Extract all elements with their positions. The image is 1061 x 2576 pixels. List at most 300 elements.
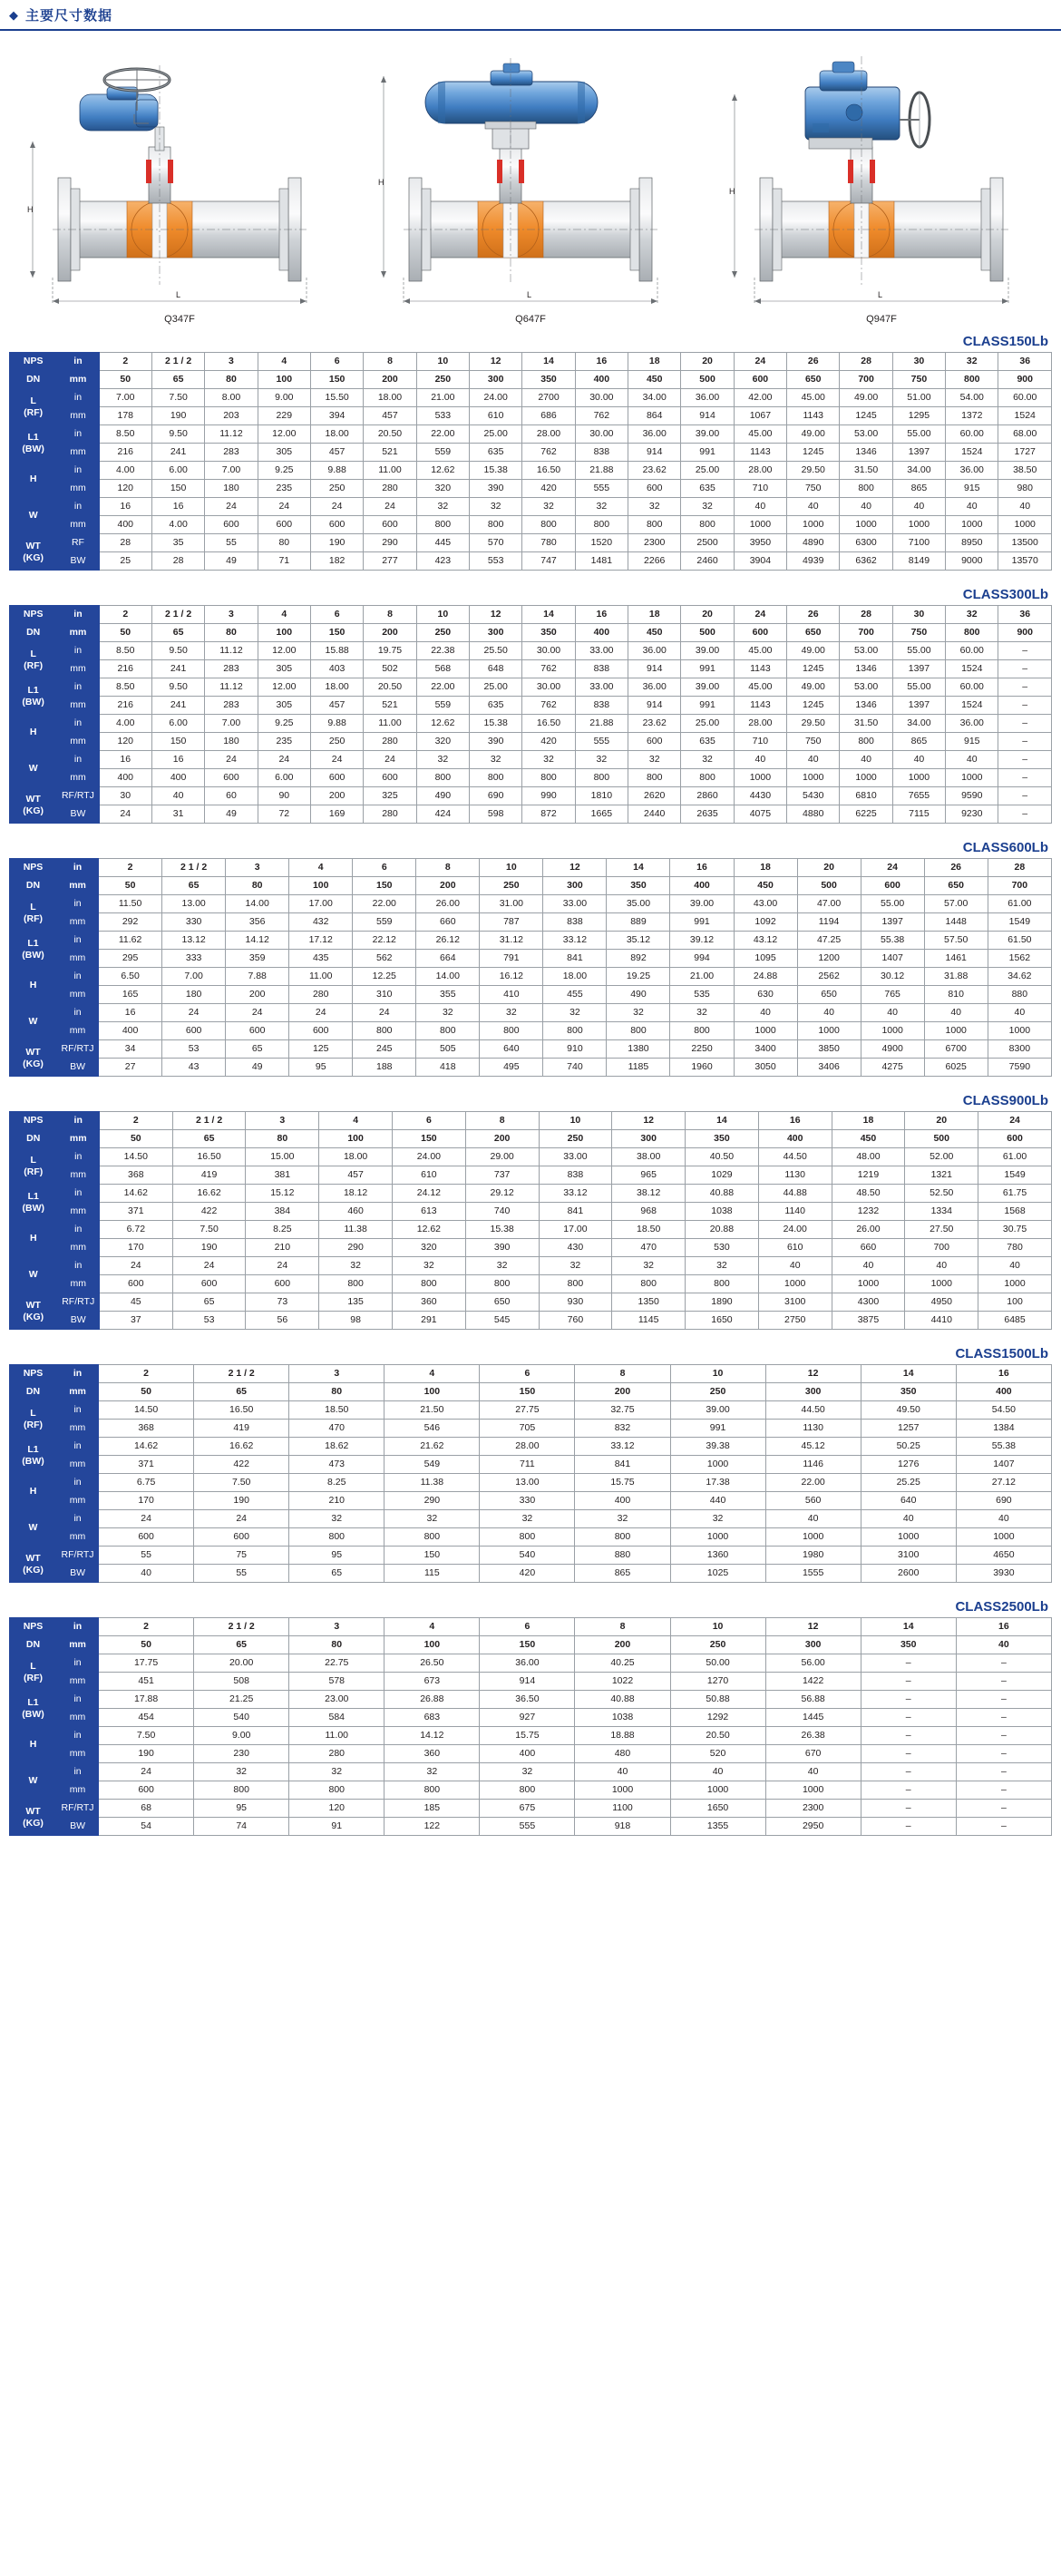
table-cell: 24.00: [758, 1221, 832, 1239]
table-cell: 49: [226, 1059, 289, 1077]
table-cell: 36: [998, 606, 1052, 624]
table-cell: 13.00: [480, 1474, 575, 1492]
table-cell: 9.50: [151, 425, 204, 444]
row-unit: RF/RTJ: [57, 1547, 99, 1565]
row-unit: mm: [57, 877, 99, 895]
dimension-table: [9, 1111, 1052, 1330]
svg-text:H: H: [27, 205, 34, 214]
table-cell: 968: [612, 1203, 686, 1221]
table-cell: 300: [765, 1383, 861, 1401]
row-unit: in: [57, 353, 99, 371]
table-cell: 18: [832, 1112, 905, 1130]
table-cell: 20: [797, 859, 861, 877]
table-cell: 150: [151, 733, 204, 751]
table-cell: –: [861, 1709, 956, 1727]
table-cell: 600: [628, 480, 681, 498]
table-cell: 24.00: [393, 1148, 466, 1166]
table-cell: 1524: [946, 660, 998, 678]
table-cell: 800: [416, 1022, 480, 1040]
table-cell: 1100: [575, 1800, 670, 1818]
table-cell: 350: [522, 371, 575, 389]
table-cell: 1568: [978, 1203, 1052, 1221]
table-cell: 150: [384, 1547, 480, 1565]
table-cell: 25.00: [470, 678, 522, 697]
table-cell: 356: [226, 913, 289, 932]
table-cell: 150: [480, 1636, 575, 1654]
table-cell: 800: [470, 769, 522, 787]
table-cell: 1355: [670, 1818, 765, 1836]
table-cell: 2860: [681, 787, 734, 805]
table-cell: 24: [99, 1257, 172, 1275]
table-cell: 8149: [892, 552, 945, 571]
table-cell: 2500: [681, 534, 734, 552]
table-cell: 13.12: [162, 932, 226, 950]
table-cell: 250: [416, 624, 469, 642]
table-cell: 521: [364, 444, 416, 462]
table-cell: 400: [575, 624, 628, 642]
table-cell: 980: [998, 480, 1052, 498]
table-cell: 838: [575, 660, 628, 678]
table-cell: 24: [861, 859, 924, 877]
table-cell: 16: [575, 353, 628, 371]
table-cell: 18.50: [289, 1401, 384, 1420]
row-unit: mm: [57, 1130, 99, 1148]
table-cell: 4410: [905, 1312, 978, 1330]
table-cell: 23.62: [628, 462, 681, 480]
table-cell: 7100: [892, 534, 945, 552]
table-cell: 150: [151, 480, 204, 498]
table-cell: 23.00: [289, 1691, 384, 1709]
table-cell: 18.50: [612, 1221, 686, 1239]
table-cell: 710: [734, 480, 786, 498]
table-cell: 292: [99, 913, 162, 932]
table-cell: 320: [416, 733, 469, 751]
table-cell: 705: [480, 1420, 575, 1438]
table-cell: 14: [522, 353, 575, 371]
table-cell: 330: [162, 913, 226, 932]
table-cell: 36.00: [946, 715, 998, 733]
table-cell: 440: [670, 1492, 765, 1510]
table-cell: 8.25: [246, 1221, 319, 1239]
table-cell: 250: [539, 1130, 612, 1148]
table-cell: 25.00: [681, 462, 734, 480]
table-cell: 17.38: [670, 1474, 765, 1492]
table-cell: 182: [310, 552, 363, 571]
table-cell: 74: [194, 1818, 289, 1836]
table-cell: 26.00: [416, 895, 480, 913]
table-row: [10, 877, 1052, 895]
table-cell: 290: [384, 1492, 480, 1510]
table-cell: 424: [416, 805, 469, 824]
table-cell: 32.75: [575, 1401, 670, 1420]
table-cell: 18: [628, 353, 681, 371]
figure-q647f: [367, 40, 694, 325]
table-cell: 61.00: [978, 1148, 1052, 1166]
table-cell: 1890: [686, 1293, 759, 1312]
row-label: W: [10, 498, 57, 534]
table-cell: 32: [628, 751, 681, 769]
table-cell: 60.00: [946, 642, 998, 660]
table-cell: 4890: [787, 534, 840, 552]
table-cell: 10: [416, 353, 469, 371]
table-row: [10, 606, 1052, 624]
table-cell: 15.12: [246, 1185, 319, 1203]
table-block-class150lb: [0, 328, 1061, 581]
table-cell: 8950: [946, 534, 998, 552]
table-cell: 27.75: [480, 1401, 575, 1420]
table-cell: 36.00: [628, 425, 681, 444]
row-unit: in: [57, 1365, 99, 1383]
table-cell: 800: [681, 769, 734, 787]
table-cell: 530: [686, 1239, 759, 1257]
table-cell: 390: [470, 480, 522, 498]
table-cell: 11.12: [205, 642, 258, 660]
table-cell: 610: [470, 407, 522, 425]
row-label: L (RF): [10, 1148, 58, 1185]
table-cell: 15.38: [470, 715, 522, 733]
table-cell: 1000: [734, 1022, 797, 1040]
table-cell: 18.00: [543, 968, 607, 986]
table-cell: 32: [289, 1763, 384, 1781]
svg-text:L: L: [527, 290, 532, 299]
table-cell: 80: [246, 1130, 319, 1148]
table-cell: 1143: [734, 660, 786, 678]
table-cell: 250: [670, 1636, 765, 1654]
table-cell: 1000: [797, 1022, 861, 1040]
table-cell: 600: [734, 624, 786, 642]
table-cell: 750: [787, 480, 840, 498]
table-cell: 800: [353, 1022, 416, 1040]
table-row: [10, 968, 1052, 986]
table-cell: 540: [480, 1547, 575, 1565]
table-cell: 7.00: [162, 968, 226, 986]
row-unit: in: [57, 1474, 99, 1492]
table-cell: 660: [832, 1239, 905, 1257]
table-row: [10, 1383, 1052, 1401]
table-cell: 24: [258, 751, 310, 769]
row-unit: in: [57, 606, 99, 624]
table-cell: 31.12: [480, 932, 543, 950]
table-cell: 991: [681, 697, 734, 715]
table-cell: 559: [416, 697, 469, 715]
table-cell: 457: [310, 444, 363, 462]
table-cell: 24: [734, 606, 786, 624]
table-cell: 18.00: [310, 678, 363, 697]
table-cell: 1000: [924, 1022, 988, 1040]
row-unit: in: [57, 1221, 99, 1239]
table-cell: 800: [575, 769, 628, 787]
table-cell: 915: [946, 480, 998, 498]
table-cell: 435: [289, 950, 353, 968]
table-cell: 584: [289, 1709, 384, 1727]
table-cell: 17.00: [539, 1221, 612, 1239]
table-cell: 42.00: [734, 389, 786, 407]
table-cell: 15.75: [575, 1474, 670, 1492]
table-cell: 418: [416, 1059, 480, 1077]
row-label: H: [10, 462, 57, 498]
table-cell: 800: [384, 1781, 480, 1800]
table-cell: 16.12: [480, 968, 543, 986]
table-cell: 686: [522, 407, 575, 425]
table-row: [10, 1673, 1052, 1691]
table-cell: 6: [480, 1618, 575, 1636]
table-cell: 747: [522, 552, 575, 571]
table-cell: 40: [151, 787, 204, 805]
table-row: [10, 1456, 1052, 1474]
table-cell: 22.38: [416, 642, 469, 660]
table-cell: 400: [575, 371, 628, 389]
table-cell: 865: [892, 733, 945, 751]
table-cell: 1000: [758, 1275, 832, 1293]
table-cell: 24: [978, 1112, 1052, 1130]
table-cell: 841: [539, 1203, 612, 1221]
table-cell: 55.38: [861, 932, 924, 950]
table-cell: 32: [612, 1257, 686, 1275]
table-cell: 2440: [628, 805, 681, 824]
table-cell: 457: [319, 1166, 393, 1185]
table-cell: 991: [681, 444, 734, 462]
table-cell: 9590: [946, 787, 998, 805]
table-cell: 454: [99, 1709, 194, 1727]
table-cell: 27.12: [956, 1474, 1051, 1492]
table-cell: 3: [246, 1112, 319, 1130]
table-cell: 32: [522, 751, 575, 769]
table-cell: 838: [543, 913, 607, 932]
table-cell: 800: [319, 1275, 393, 1293]
table-cell: 3: [205, 606, 258, 624]
table-cell: 600: [734, 371, 786, 389]
table-cell: 21.25: [194, 1691, 289, 1709]
table-cell: 1140: [758, 1203, 832, 1221]
table-cell: 832: [575, 1420, 670, 1438]
table-cell: 1245: [840, 407, 892, 425]
table-cell: 12.00: [258, 678, 310, 697]
table-cell: 19.25: [607, 968, 670, 986]
table-cell: 1145: [612, 1312, 686, 1330]
row-unit: mm: [57, 480, 99, 498]
table-cell: 880: [988, 986, 1051, 1004]
table-cell: 1130: [758, 1166, 832, 1185]
table-cell: 24: [205, 498, 258, 516]
table-row: [10, 932, 1052, 950]
table-cell: 455: [543, 986, 607, 1004]
table-cell: 1000: [840, 769, 892, 787]
table-row: [10, 1148, 1052, 1166]
table-cell: 32: [628, 498, 681, 516]
row-label: NPS: [10, 606, 57, 624]
table-cell: 29.00: [465, 1148, 539, 1166]
table-cell: 40: [840, 498, 892, 516]
table-cell: 120: [99, 733, 151, 751]
table-cell: 2250: [670, 1040, 734, 1059]
table-cell: 280: [364, 805, 416, 824]
table-cell: 33.00: [539, 1148, 612, 1166]
table-cell: 1445: [765, 1709, 861, 1727]
table-cell: 18: [734, 859, 797, 877]
table-cell: 20.50: [670, 1727, 765, 1745]
table-cell: 40: [765, 1763, 861, 1781]
table-cell: 8.00: [205, 389, 258, 407]
row-unit: RF: [57, 534, 99, 552]
table-cell: 35.00: [607, 895, 670, 913]
table-row: [10, 425, 1052, 444]
table-cell: –: [956, 1727, 1051, 1745]
table-cell: 80: [205, 624, 258, 642]
table-cell: 800: [480, 1528, 575, 1547]
table-cell: 800: [543, 1022, 607, 1040]
table-cell: 15.75: [480, 1727, 575, 1745]
table-cell: –: [998, 805, 1052, 824]
table-cell: 1245: [787, 660, 840, 678]
table-cell: 570: [470, 534, 522, 552]
table-cell: 32: [681, 498, 734, 516]
table-row: [10, 642, 1052, 660]
table-cell: 865: [575, 1565, 670, 1583]
table-cell: 800: [522, 769, 575, 787]
row-label: L (RF): [10, 389, 57, 425]
table-cell: 216: [99, 444, 151, 462]
row-label: WT (KG): [10, 787, 57, 824]
table-cell: 290: [319, 1239, 393, 1257]
table-cell: 14.50: [99, 1148, 172, 1166]
table-cell: 2300: [765, 1800, 861, 1818]
table-cell: 2300: [628, 534, 681, 552]
table-cell: 180: [205, 480, 258, 498]
table-cell: 1562: [988, 950, 1051, 968]
table-cell: 280: [289, 986, 353, 1004]
table-cell: 40: [734, 1004, 797, 1022]
table-cell: 1000: [978, 1275, 1052, 1293]
table-cell: –: [956, 1709, 1051, 1727]
table-row: [10, 1257, 1052, 1275]
table-cell: 9.88: [310, 715, 363, 733]
table-cell: 277: [364, 552, 416, 571]
table-cell: 16: [575, 606, 628, 624]
table-cell: 40.50: [686, 1148, 759, 1166]
table-cell: 40: [905, 1257, 978, 1275]
table-cell: 250: [310, 733, 363, 751]
table-row: [10, 895, 1052, 913]
table-cell: 613: [393, 1203, 466, 1221]
table-cell: 600: [99, 1275, 172, 1293]
table-cell: 180: [205, 733, 258, 751]
table-cell: 100: [258, 371, 310, 389]
table-cell: 200: [416, 877, 480, 895]
table-cell: 25.00: [681, 715, 734, 733]
table-cell: 355: [416, 986, 480, 1004]
table-cell: 600: [310, 769, 363, 787]
table-cell: 200: [465, 1130, 539, 1148]
table-cell: 635: [681, 733, 734, 751]
table-cell: 9.88: [310, 462, 363, 480]
table-cell: 150: [480, 1383, 575, 1401]
table-cell: 55.00: [861, 895, 924, 913]
table-cell: 40: [946, 751, 998, 769]
table-cell: 43.12: [734, 932, 797, 950]
table-cell: –: [956, 1818, 1051, 1836]
table-cell: 45.00: [734, 642, 786, 660]
table-cell: 190: [172, 1239, 246, 1257]
table-cell: 16.50: [522, 715, 575, 733]
table-cell: 403: [310, 660, 363, 678]
table-cell: 24: [172, 1257, 246, 1275]
table-cell: 280: [289, 1745, 384, 1763]
table-cell: 1346: [840, 660, 892, 678]
table-cell: 500: [797, 877, 861, 895]
table-cell: 1143: [787, 407, 840, 425]
table-cell: 1143: [734, 444, 786, 462]
row-unit: in: [57, 859, 99, 877]
table-cell: 50: [99, 1383, 194, 1401]
table-cell: 24: [289, 1004, 353, 1022]
table-cell: 4: [384, 1365, 480, 1383]
table-cell: 38.00: [612, 1148, 686, 1166]
table-cell: 420: [522, 733, 575, 751]
table-cell: 8: [575, 1365, 670, 1383]
table-row: [10, 950, 1052, 968]
table-cell: 1422: [765, 1673, 861, 1691]
table-cell: 24: [99, 805, 151, 824]
table-row: [10, 1547, 1052, 1565]
table-cell: 865: [892, 480, 945, 498]
table-cell: –: [956, 1745, 1051, 1763]
table-cell: 68: [99, 1800, 194, 1818]
table-cell: 135: [319, 1293, 393, 1312]
table-cell: 800: [575, 1528, 670, 1547]
table-cell: 841: [575, 1456, 670, 1474]
table-cell: 12.62: [416, 462, 469, 480]
table-cell: 44.50: [758, 1148, 832, 1166]
table-cell: 1000: [861, 1022, 924, 1040]
row-label: NPS: [10, 1365, 57, 1383]
row-unit: mm: [57, 407, 99, 425]
table-cell: 610: [758, 1239, 832, 1257]
table-cell: 14: [686, 1112, 759, 1130]
table-cell: 640: [480, 1040, 543, 1059]
table-cell: 49: [205, 805, 258, 824]
table-cell: 635: [470, 444, 522, 462]
table-cell: 65: [194, 1636, 289, 1654]
table-cell: 47.00: [797, 895, 861, 913]
table-cell: 57.50: [924, 932, 988, 950]
table-row: [10, 769, 1052, 787]
table-cell: 40: [978, 1257, 1052, 1275]
svg-text:H: H: [729, 187, 735, 196]
table-cell: 6.00: [151, 462, 204, 480]
table-cell: 33.12: [575, 1438, 670, 1456]
table-row: [10, 787, 1052, 805]
table-cell: 9000: [946, 552, 998, 571]
table-cell: 95: [194, 1800, 289, 1818]
table-cell: 39.00: [681, 678, 734, 697]
table-cell: 52.00: [905, 1148, 978, 1166]
table-cell: 7.50: [99, 1727, 194, 1745]
row-label: L1 (BW): [10, 1691, 57, 1727]
table-cell: 40: [946, 498, 998, 516]
figure-q347f: [16, 40, 343, 325]
table-row: [10, 1365, 1052, 1383]
row-label: L1 (BW): [10, 678, 57, 715]
table-cell: 600: [99, 1528, 194, 1547]
table-cell: 55.00: [892, 642, 945, 660]
table-cell: 29.50: [787, 715, 840, 733]
row-label: H: [10, 715, 57, 751]
table-cell: 14.12: [226, 932, 289, 950]
table-cell: 190: [151, 407, 204, 425]
table-cell: 800: [628, 769, 681, 787]
table-cell: 24: [258, 498, 310, 516]
table-cell: 410: [480, 986, 543, 1004]
